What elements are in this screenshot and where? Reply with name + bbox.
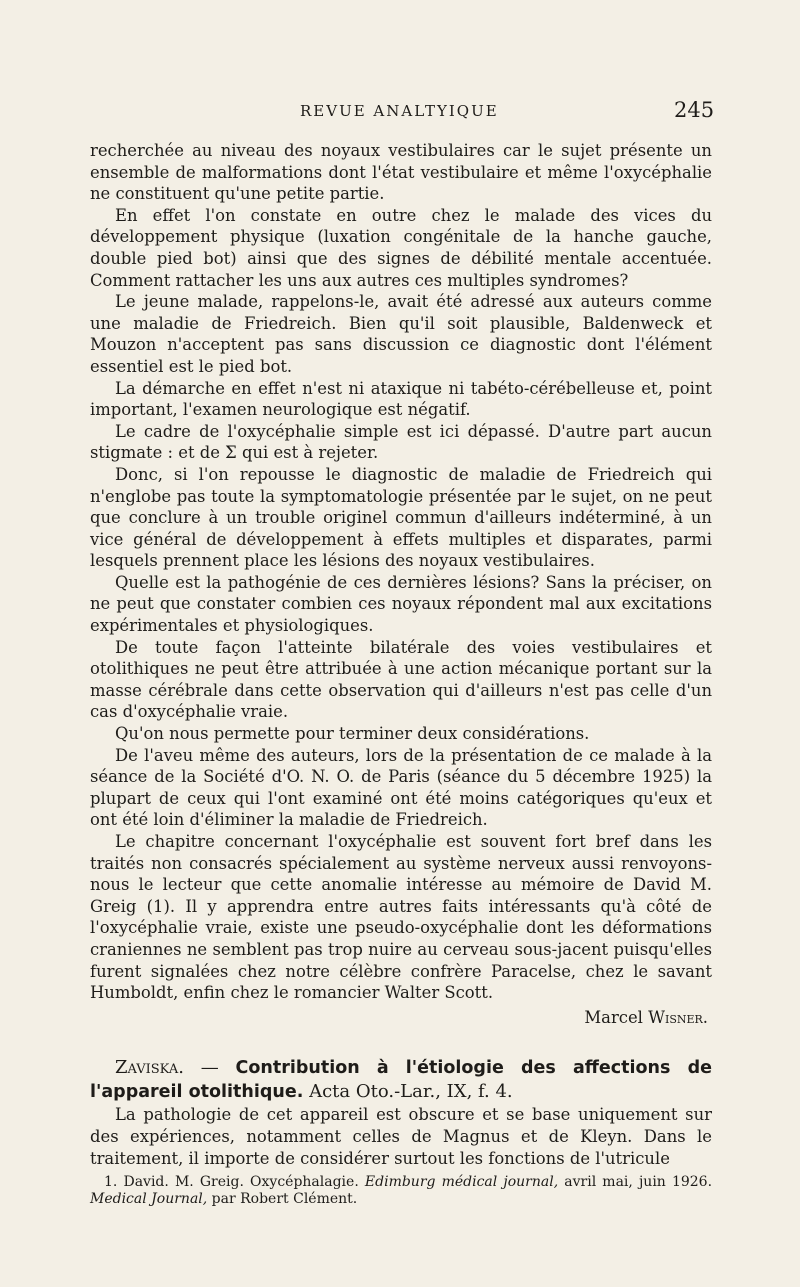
footnote-date: avril mai, juin 1926. xyxy=(564,1174,713,1191)
review-dash: — xyxy=(200,1057,219,1079)
paragraph: Le jeune malade, rappelons-le, avait été adressé aux auteurs comme une maladie de Friedreich. Bien qu'il soit plausible, Baldenweck et Mouzon n'acceptent pas sans discussion ce diagnostic dont l'élément essentiel est le pied bot. xyxy=(90,292,712,376)
paragraph: De l'aveu même des auteurs, lors de la présentation de ce malade à la séance de la Société d'O. N. O. de Paris (séance du 5 décembre 1925) la plupart de ceux qui l'ont examiné ont été moins catégoriques qu'eux et ont été loin d'éliminer la maladie de Friedreich. xyxy=(90,745,712,830)
paragraph: Le cadre de l'oxycéphalie simple est ici dépassé. D'autre part aucun stigmate : et de Σ qui est à rejeter. xyxy=(90,421,712,463)
page-number: 245 xyxy=(674,98,715,122)
paragraph: Le chapitre concernant l'oxycéphalie est souvent fort bref dans les traités non consacrés spécialement au système nerveux aussi renvoyons-nous le lecteur que cette anomalie intéresse au mémoire de David M. Greig (1). Il y apprendra entre autres faits intéressants qu'à côté de l'oxycéphalie vraie, existe une pseudo-oxycéphalie dont les déformations craniennes ne semblent pas trop nuire au cerveau sous-jacent puisqu'elles furent signalées chez notre célèbre confrère Paracelse, chez le savant Humboldt, enfin chez le romancier Walter Scott. xyxy=(90,832,712,1003)
running-title: REVUE ANALTYIQUE xyxy=(300,102,499,120)
paragraph: Donc, si l'on repousse le diagnostic de maladie de Friedreich qui n'englobe pas toute la symptomatologie présentée par le sujet, on ne peut que conclure à un trouble originel commun d'ailleurs indéterminé, à un vice général de développement à effets multiples et disparates, parmi lesquels prennent place les lésions des noyaux vestibulaires. xyxy=(90,464,712,571)
paragraph: Quelle est la pathogénie de ces dernières lésions? Sans la préciser, on ne peut que constater combien ces noyaux répondent mal aux excitations expérimentales et physiologiques. xyxy=(90,572,712,636)
signature-given-name: Marcel xyxy=(584,1007,643,1027)
author-signature xyxy=(90,1007,712,1029)
review-author: Zaviska. xyxy=(115,1057,184,1079)
footnote-tail: par Robert Clément. xyxy=(211,1191,358,1208)
article-body xyxy=(90,140,712,1208)
footnote xyxy=(90,1174,712,1208)
footnote-journal-2: Medical Journal, xyxy=(90,1191,208,1208)
page-header xyxy=(0,98,800,128)
review-text: La pathologie de cet appareil est obscure et se base uniquement sur des expériences, notamment celles de Magnus et de Kleyn. Dans le traitement, il importe de considérer surtout les fonctions de l'utricule xyxy=(90,1105,712,1168)
review-citation: Acta Oto.-Lar., IX, f. 4. xyxy=(309,1081,513,1103)
footnote-lead: 1. David. M. Greig. Oxycéphalagie. xyxy=(104,1174,359,1191)
paragraph: En effet l'on constate en outre chez le malade des vices du développement physique (luxation congénitale de la hanche gauche, double pied bot) ainsi que des signes de débilité mentale accentuée. Comment rattacher les uns aux autres ces multiples syndromes? xyxy=(90,205,712,290)
paragraph: La démarche en effet n'est ni ataxique ni tabéto-cérébelleuse et, point important, l'examen neurologique est négatif. xyxy=(90,378,712,420)
paragraph: Qu'on nous permette pour terminer deux considérations. xyxy=(115,724,590,744)
footnote-journal: Edimburg médical journal, xyxy=(364,1174,559,1191)
review-title: Contribution à l'étiologie des affections de l'appareil otolithique. xyxy=(90,1058,712,1103)
paragraph: De toute façon l'atteinte bilatérale des voies vestibulaires et otolithiques ne peut être attribuée à une action mécanique portant sur la masse cérébrale dans cette observation qui d'ailleurs n'est pas celle d'un cas d'oxycéphalie vraie. xyxy=(90,637,712,722)
review-heading xyxy=(90,1056,712,1104)
signature-surname: Wisner. xyxy=(648,1007,708,1027)
paragraph: recherchée au niveau des noyaux vestibulaires car le sujet présente un ensemble de malformations dont l'état vestibulaire et même l'oxycéphalie ne constituent qu'une petite partie. xyxy=(90,141,712,204)
